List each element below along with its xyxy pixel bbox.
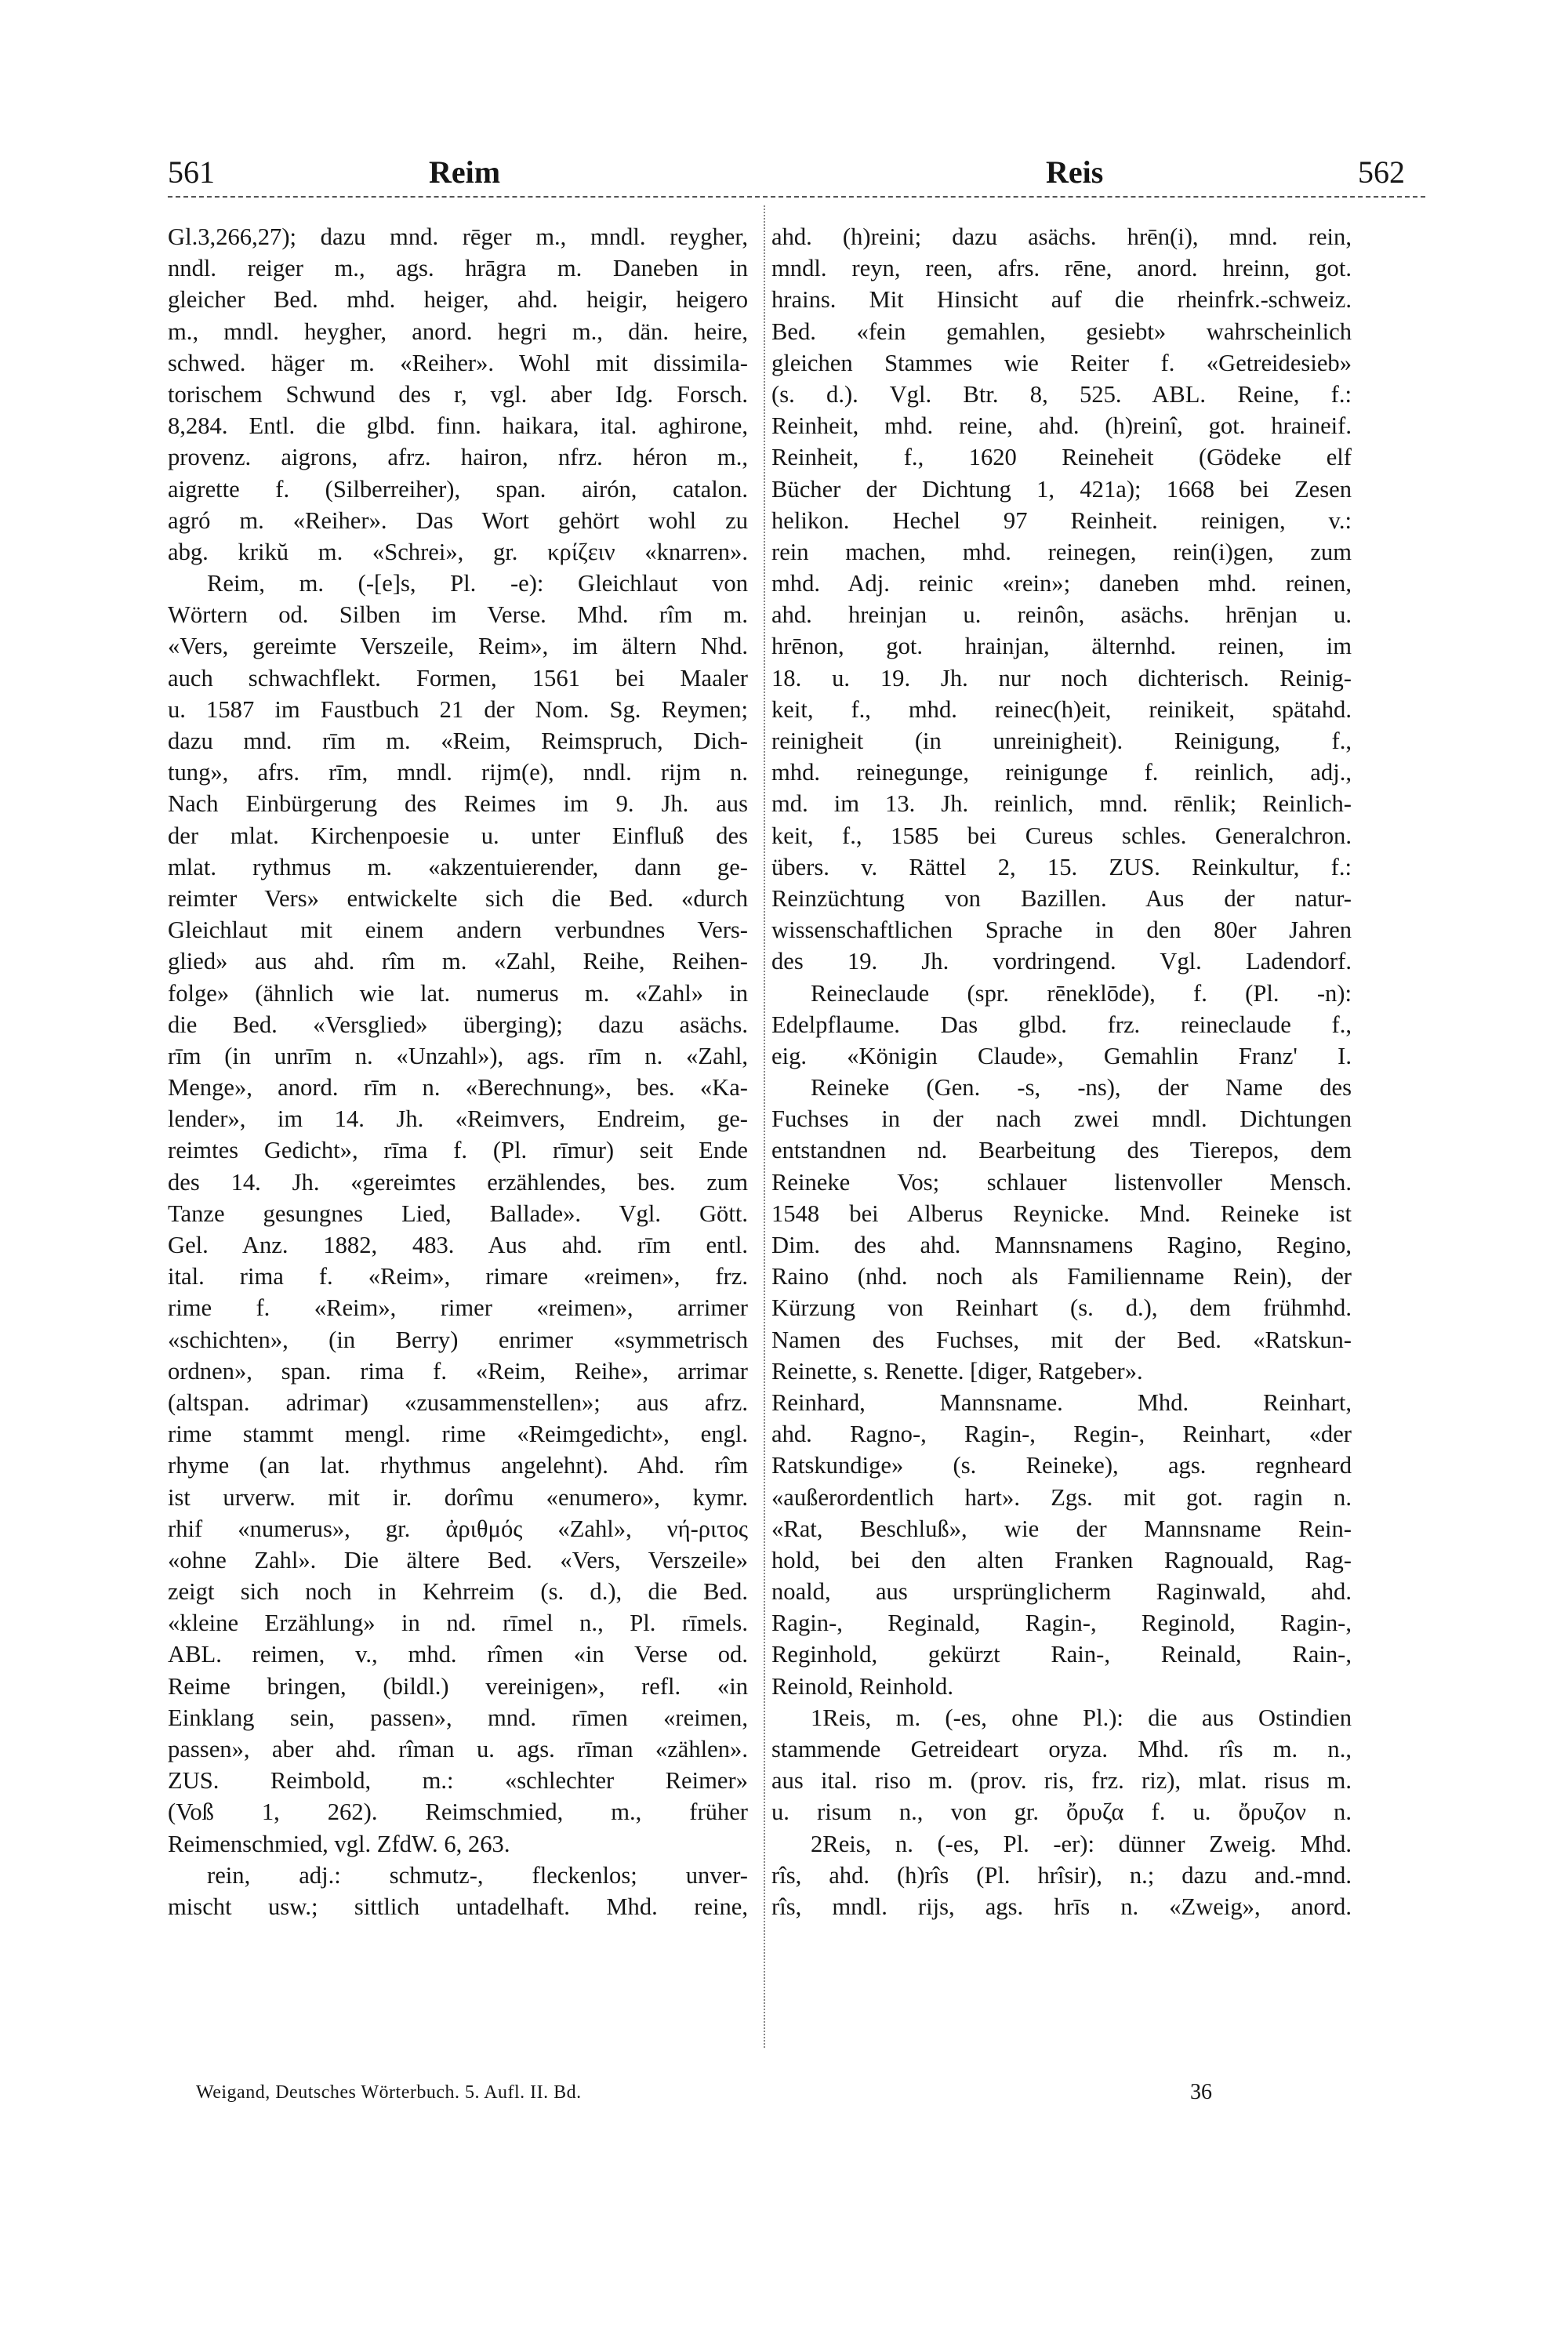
text-line: die Bed. «Versglied» überging); dazu asächs.	[168, 1011, 748, 1038]
page-number-right: 562	[1358, 154, 1405, 190]
text-line: 8,284. Entl. die glbd. finn. haikara, ital. aghirone,	[168, 412, 748, 440]
text-line: nndl. reiger m., ags. hrāgra m. Daneben in	[168, 255, 748, 282]
text-line: ordnen», span. rima f. «Reim, Reihe», arrimar	[168, 1357, 748, 1385]
text-line: lender», im 14. Jh. «Reimvers, Endreim, ge-	[168, 1105, 748, 1133]
text-line: entstandnen nd. Bearbeitung des Tierepos, dem	[771, 1137, 1352, 1164]
text-line: noald, aus ursprünglicherm Raginwald, ahd.	[771, 1578, 1352, 1606]
footer-signature: 36	[1190, 2080, 1212, 2104]
text-line: rime f. «Reim», rimer «reimen», arrimer	[168, 1294, 748, 1322]
text-line: torischem Schwund des r, vgl. aber Idg. Forsch.	[168, 380, 748, 408]
text-line: Reginhold, gekürzt Rain-, Reinald, Rain-,	[771, 1641, 1352, 1668]
text-line: hrēnon, got. hrainjan, älternhd. reinen, im	[771, 633, 1352, 660]
text-line: u. risum n., von gr. ὄρυζα f. u. ὄρυζον n.	[771, 1798, 1352, 1826]
text-line: Dim. des ahd. Mannsnamens Ragino, Regino,	[771, 1232, 1352, 1258]
column-separator	[764, 205, 765, 2048]
text-line: tung», afrs. rīm, mndl. rijm(e), nndl. rijm n.	[168, 759, 748, 786]
text-line: mischt usw.; sittlich untadelhaft. Mhd. reine,	[168, 1893, 748, 1920]
text-line: reimtes Gedicht», rīma f. (Pl. rīmur) seit Ende	[168, 1137, 748, 1164]
text-line: auch schwachflekt. Formen, 1561 bei Maaler	[168, 664, 748, 691]
text-line: stammende Getreideart oryza. Mhd. rîs m. n.,	[771, 1736, 1352, 1762]
text-line: u. 1587 im Faustbuch 21 der Nom. Sg. Reymen;	[168, 695, 748, 723]
text-line: mhd. Adj. reinic «rein»; daneben mhd. reinen,	[771, 570, 1352, 597]
text-line: Edelpflaume. Das glbd. frz. reineclaude f.,	[771, 1011, 1352, 1038]
text-line: rein, adj.: schmutz-, fleckenlos; unver-	[207, 1861, 748, 1889]
text-line: der mlat. Kirchenpoesie u. unter Einfluß des	[168, 822, 748, 849]
right-column	[771, 221, 1352, 1922]
text-line: gleichen Stammes wie Reiter f. «Getreidesieb»	[771, 349, 1352, 376]
text-line: Reineke (Gen. -s, -ns), der Name des	[811, 1074, 1352, 1102]
text-line: ist urverw. mit ir. dorîmu «enumero», kymr.	[168, 1483, 748, 1511]
text-line: Reinheit, f., 1620 Reineheit (Gödeke elf	[771, 444, 1352, 471]
text-line: Reimenschmied, vgl. ZfdW. 6, 263.	[168, 1830, 510, 1857]
text-line: ahd. Ragno-, Ragin-, Regin-, Reinhart, «der	[771, 1421, 1352, 1448]
text-line: des 19. Jh. vordringend. Vgl. Ladendorf.	[771, 948, 1352, 975]
text-line: Gel. Anz. 1882, 483. Aus ahd. rīm entl.	[168, 1232, 748, 1258]
text-line: 2Reis, n. (-es, Pl. -er): dünner Zweig. Mhd.	[811, 1830, 1352, 1857]
text-line: Reinhard, Mannsname. Mhd. Reinhart,	[771, 1388, 1352, 1416]
text-line: rein machen, mhd. reinegen, rein(i)gen, zum	[771, 538, 1352, 565]
text-line: mlat. rythmus m. «akzentuierender, dann ge-	[168, 853, 748, 880]
text-line: rîs, ahd. (h)rîs (Pl. hrîsir), n.; dazu and.-mnd.	[771, 1861, 1352, 1889]
text-line: «außerordentlich hart». Zgs. mit got. ragin n.	[771, 1483, 1352, 1511]
text-line: Raino (nhd. noch als Familienname Rein), der	[771, 1263, 1352, 1290]
text-line: Bed. «fein gemahlen, gesiebt» wahrscheinlich	[771, 318, 1352, 345]
text-line: wissenschaftlichen Sprache in den 80er Jahren	[771, 916, 1352, 944]
text-line: rīm (in unrīm n. «Unzahl»), ags. rīm n. «Zahl,	[168, 1042, 748, 1069]
text-line: Reinette, s. Renette. [diger, Ratgeber».	[771, 1357, 1143, 1385]
text-line: Reineclaude (spr. rēneklōde), f. (Pl. -n):	[811, 979, 1352, 1007]
text-line: keit, f., 1585 bei Cureus schles. Generalchron.	[771, 822, 1352, 849]
text-line: übers. v. Rättel 2, 15. ZUS. Reinkultur, f.:	[771, 853, 1352, 880]
text-line: Ratskundige» (s. Reineke), ags. regnheard	[771, 1452, 1352, 1479]
text-line: provenz. aigrons, afrz. hairon, nfrz. héron m.,	[168, 444, 748, 471]
text-line: Reim, m. (-[e]s, Pl. -e): Gleichlaut von	[207, 570, 748, 597]
text-line: Namen des Fuchses, mit der Bed. «Ratskun-	[771, 1326, 1352, 1353]
running-head-right: Reis	[1046, 154, 1104, 190]
text-line: passen», aber ahd. rîman u. ags. rīman «zählen».	[168, 1736, 748, 1762]
text-line: Gleichlaut mit einem andern verbundnes Vers-	[168, 916, 748, 944]
text-line: rime stammt mengl. rime «Reimgedicht», engl.	[168, 1421, 748, 1448]
text-line: (Voß 1, 262). Reimschmied, m., früher	[168, 1798, 748, 1826]
text-line: zeigt sich noch in Kehrreim (s. d.), die Bed.	[168, 1578, 748, 1606]
text-line: reimter Vers» entwickelte sich die Bed. «durch	[168, 884, 748, 912]
header-rule	[168, 196, 1425, 198]
text-line: Reime bringen, (bildl.) vereinigen», refl. «in	[168, 1672, 748, 1700]
text-line: Bücher der Dichtung 1, 421a); 1668 bei Zesen	[771, 475, 1352, 503]
text-line: abg. krikŭ m. «Schrei», gr. κρίζειν «knarren».	[168, 538, 748, 565]
text-line: keit, f., mhd. reinec(h)eit, reinikeit, spätahd.	[771, 695, 1352, 723]
text-line: Ragin-, Reginald, Ragin-, Reginold, Ragin-,	[771, 1610, 1352, 1637]
text-line: «schichten», (in Berry) enrimer «symmetrisch	[168, 1326, 748, 1353]
text-line: Tanze gesungnes Lied, Ballade». Vgl. Gött.	[168, 1200, 748, 1227]
text-line: Gl.3,266,27); dazu mnd. rēger m., mndl. reygher,	[168, 223, 748, 250]
left-column	[168, 221, 748, 1922]
text-line: Wörtern od. Silben im Verse. Mhd. rîm m.	[168, 601, 748, 629]
text-line: Menge», anord. rīm n. «Berechnung», bes. «Ka-	[168, 1074, 748, 1102]
text-line: «Rat, Beschluß», wie der Mannsname Rein-	[771, 1515, 1352, 1542]
text-line: Reinold, Reinhold.	[771, 1672, 953, 1700]
text-line: «ohne Zahl». Die ältere Bed. «Vers, Verszeile»	[168, 1546, 748, 1573]
text-line: schwed. häger m. «Reiher». Wohl mit dissimila-	[168, 349, 748, 376]
text-line: folge» (ähnlich wie lat. numerus m. «Zahl» in	[168, 979, 748, 1007]
footer-imprint: Weigand, Deutsches Wörterbuch. 5. Aufl. II. Bd.	[196, 2082, 582, 2103]
text-line: ZUS. Reimbold, m.: «schlechter Reimer»	[168, 1767, 748, 1795]
running-head-left: Reim	[429, 154, 501, 190]
text-line: rhif «numerus», gr. ἀριθμός «Zahl», νή-ριτος	[168, 1515, 748, 1542]
text-line: rhyme (an lat. rhythmus angelehnt). Ahd. rîm	[168, 1452, 748, 1479]
text-line: dazu mnd. rīm m. «Reim, Reimspruch, Dich-	[168, 728, 748, 754]
text-line: Reinzüchtung von Bazillen. Aus der natur-	[771, 884, 1352, 912]
text-line: gleicher Bed. mhd. heiger, ahd. heigir, heigero	[168, 286, 748, 314]
text-line: Fuchses in der nach zwei mndl. Dichtungen	[771, 1105, 1352, 1133]
text-line: ahd. (h)reini; dazu asächs. hrēn(i), mnd. rein,	[771, 223, 1352, 250]
text-line: m., mndl. heygher, anord. hegri m., dän. heire,	[168, 318, 748, 345]
text-line: Reineke Vos; schlauer listenvoller Mensch.	[771, 1168, 1352, 1196]
text-line: ahd. hreinjan u. reinôn, asächs. hrēnjan u.	[771, 601, 1352, 629]
text-line: hold, bei den alten Franken Ragnouald, Rag-	[771, 1546, 1352, 1573]
text-line: ABL. reimen, v., mhd. rîmen «in Verse od.	[168, 1641, 748, 1668]
text-line: ital. rima f. «Reim», rimare «reimen», frz.	[168, 1263, 748, 1290]
text-line: (s. d.). Vgl. Btr. 8, 525. ABL. Reine, f.:	[771, 380, 1352, 408]
text-line: Reinheit, mhd. reine, ahd. (h)reinî, got. hraineif.	[771, 412, 1352, 440]
text-line: agró m. «Reiher». Das Wort gehört wohl zu	[168, 506, 748, 534]
text-line: glied» aus ahd. rîm m. «Zahl, Reihe, Reihen-	[168, 948, 748, 975]
text-line: (altspan. adrimar) «zusammenstellen»; aus afrz.	[168, 1388, 748, 1416]
text-line: aus ital. riso m. (prov. ris, frz. riz), mlat. risus m.	[771, 1767, 1352, 1795]
text-line: eig. «Königin Claude», Gemahlin Franz' I.	[771, 1042, 1352, 1069]
text-line: aigrette f. (Silberreiher), span. airón, catalon.	[168, 475, 748, 503]
text-line: hrains. Mit Hinsicht auf die rheinfrk.-schweiz.	[771, 286, 1352, 314]
text-line: «kleine Erzählung» in nd. rīmel n., Pl. rīmels.	[168, 1610, 748, 1637]
text-line: des 14. Jh. «gereimtes erzählendes, bes. zum	[168, 1168, 748, 1196]
text-line: rîs, mndl. rijs, ags. hrīs n. «Zweig», anord.	[771, 1893, 1352, 1920]
text-line: md. im 13. Jh. reinlich, mnd. rēnlik; Reinlich-	[771, 790, 1352, 818]
text-line: 1Reis, m. (-es, ohne Pl.): die aus Ostindien	[811, 1704, 1352, 1731]
text-line: reinigheit (in unreinigheit). Reinigung, f.,	[771, 728, 1352, 754]
text-line: Kürzung von Reinhart (s. d.), dem frühmhd.	[771, 1294, 1352, 1322]
text-line: 18. u. 19. Jh. nur noch dichterisch. Reinig-	[771, 664, 1352, 691]
page-number-left: 561	[168, 154, 215, 190]
text-line: mhd. reinegunge, reinigunge f. reinlich, adj.,	[771, 759, 1352, 786]
text-line: helikon. Hechel 97 Reinheit. reinigen, v.:	[771, 506, 1352, 534]
text-line: «Vers, gereimte Verszeile, Reim», im ältern Nhd.	[168, 633, 748, 660]
text-line: mndl. reyn, reen, afrs. rēne, anord. hreinn, got.	[771, 255, 1352, 282]
text-line: 1548 bei Alberus Reynicke. Mnd. Reineke ist	[771, 1200, 1352, 1227]
text-line: Einklang sein, passen», mnd. rīmen «reimen,	[168, 1704, 748, 1731]
text-line: Nach Einbürgerung des Reimes im 9. Jh. aus	[168, 790, 748, 818]
